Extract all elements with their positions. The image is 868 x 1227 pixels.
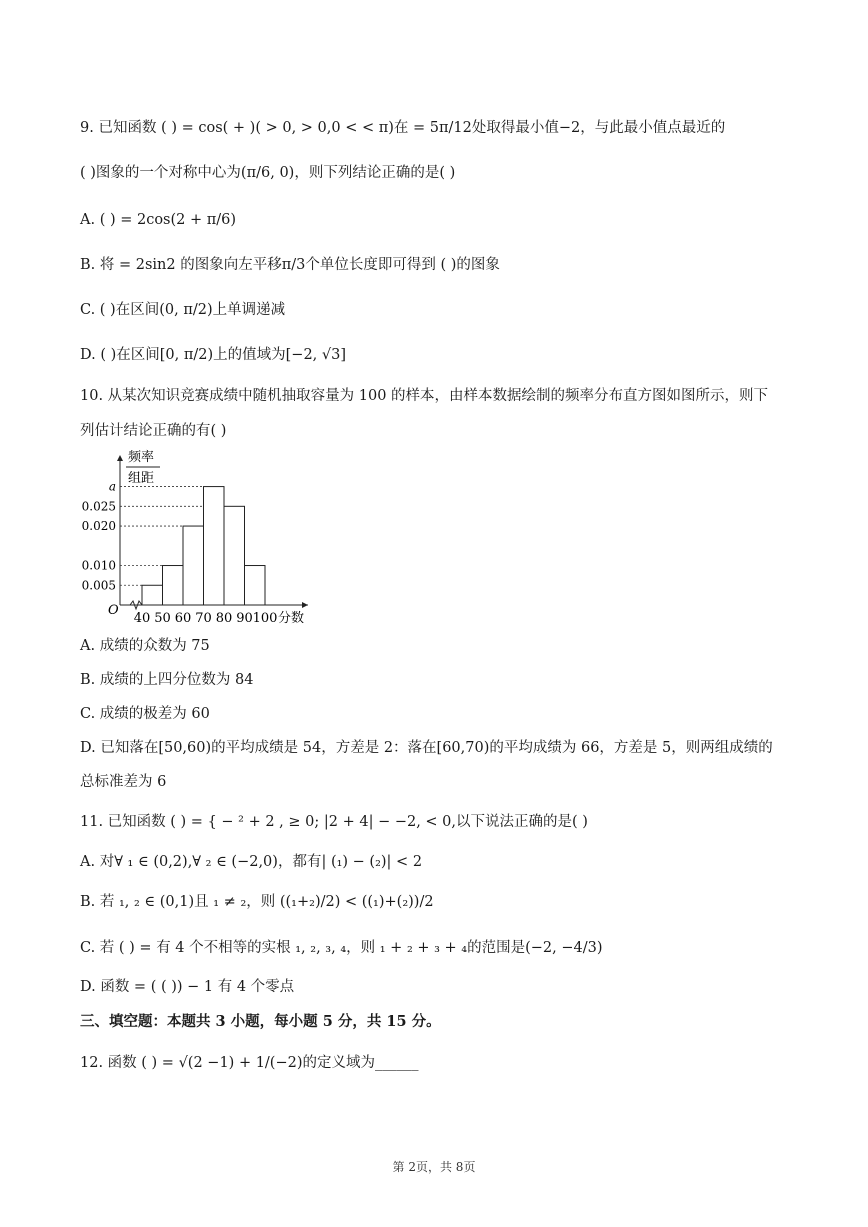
x-tick-label: 70 (195, 611, 212, 626)
x-tick-label: 50 (154, 611, 171, 626)
y-label-denominator: 组距 (128, 471, 155, 486)
q9-option-d: D. ( )在区间[0, π/2)上的值域为[−2, √3] (80, 347, 347, 363)
q11-option-b: B. 若 ₁, ₂ ∈ (0,1)且 ₁ ≠ ₂，则 ((₁+₂)/2) < ((₁)+(₂))/2 (80, 894, 434, 910)
section-3-heading: 三、填空题：本题共 3 小题，每小题 5 分，共 15 分。 (80, 1013, 441, 1030)
y-tick-label: 0.010 (81, 558, 116, 573)
q11-option-d: D. 函数 = ( ( )) − 1 有 4 个零点 (80, 979, 295, 995)
x-tick-label: 90 (236, 611, 253, 626)
y-tick-label: a (108, 479, 116, 494)
x-tick-label: 100 (252, 611, 278, 626)
histogram-bar (183, 526, 204, 605)
y-tick-label: 0.005 (81, 578, 116, 593)
q10-option-d-line1: D. 已知落在[50,60)的平均成绩是 54，方差是 2：落在[60,70)的平均成绩为 66，方差是 5，则两组成绩的 (80, 740, 773, 756)
q9-option-b: B. 将 = 2sin2 的图象向左平移π/3个单位长度即可得到 ( )的图象 (80, 257, 500, 273)
q9-stem-line1: 9. 已知函数 ( ) = cos( + )( > 0, > 0,0 < < π)在 = 5π/12处取得最小值−2，与此最小值点最近的 (80, 120, 726, 136)
q10-option-b: B. 成绩的上四分位数为 84 (80, 672, 254, 688)
x-tick-label: 40 (133, 611, 151, 626)
q11-option-c: C. 若 ( ) = 有 4 个不相等的实根 ₁, ₂, ₃, ₄，则 ₁ + ₂ + ₃ + ₄的范围是(−2, −4/3) (80, 940, 603, 956)
q11-stem: 11. 已知函数 ( ) = { − ² + 2 , ≥ 0; |2 + 4| − −2, < 0,以下说法正确的是( ) (80, 814, 588, 830)
histogram-bar (204, 487, 225, 605)
q10-option-a: A. 成绩的众数为 75 (80, 638, 210, 654)
x-axis-arrow (302, 602, 308, 608)
page-footer: 第 2页，共 8页 (392, 1160, 476, 1174)
q10-option-c: C. 成绩的极差为 60 (80, 706, 210, 722)
origin-label: O (108, 603, 119, 618)
x-tick-label: 80 (215, 611, 233, 626)
x-tick-label: 60 (174, 611, 192, 626)
q9-stem-line2: ( )图象的一个对称中心为(π/6, 0)，则下列结论正确的是( ) (80, 165, 456, 181)
q10-stem-line1: 10. 从某次知识竞赛成绩中随机抽取容量为 100 的样本，由样本数据绘制的频率分布直方图如图所示，则下 (80, 388, 769, 404)
q10-option-d-line2: 总标准差为 6 (80, 774, 167, 790)
x-axis-label: 分数 (278, 611, 305, 626)
y-tick-label: 0.020 (81, 519, 116, 534)
q11-option-a: A. 对∀ ₁ ∈ (0,2),∀ ₂ ∈ (−2,0)，都有| (₁) − (₂)| < 2 (80, 854, 423, 870)
y-axis-arrow (117, 455, 123, 461)
histogram-bar (224, 506, 245, 605)
frequency-histogram (72, 445, 332, 630)
histogram-bar (245, 566, 266, 605)
y-label-numerator: 频率 (128, 450, 155, 465)
q9-option-c: C. ( )在区间(0, π/2)上单调递减 (80, 302, 286, 318)
question-12: 12. 函数 ( ) = √(2 −1) + 1/(−2)的定义域为______ (80, 1055, 419, 1071)
q9-option-a: A. ( ) = 2cos(2 + π/6) (80, 212, 237, 228)
histogram-bar (142, 585, 163, 605)
histogram-bar (163, 566, 184, 605)
y-tick-label: 0.025 (81, 499, 116, 514)
q10-stem-line2: 列估计结论正确的有( ) (80, 423, 227, 439)
